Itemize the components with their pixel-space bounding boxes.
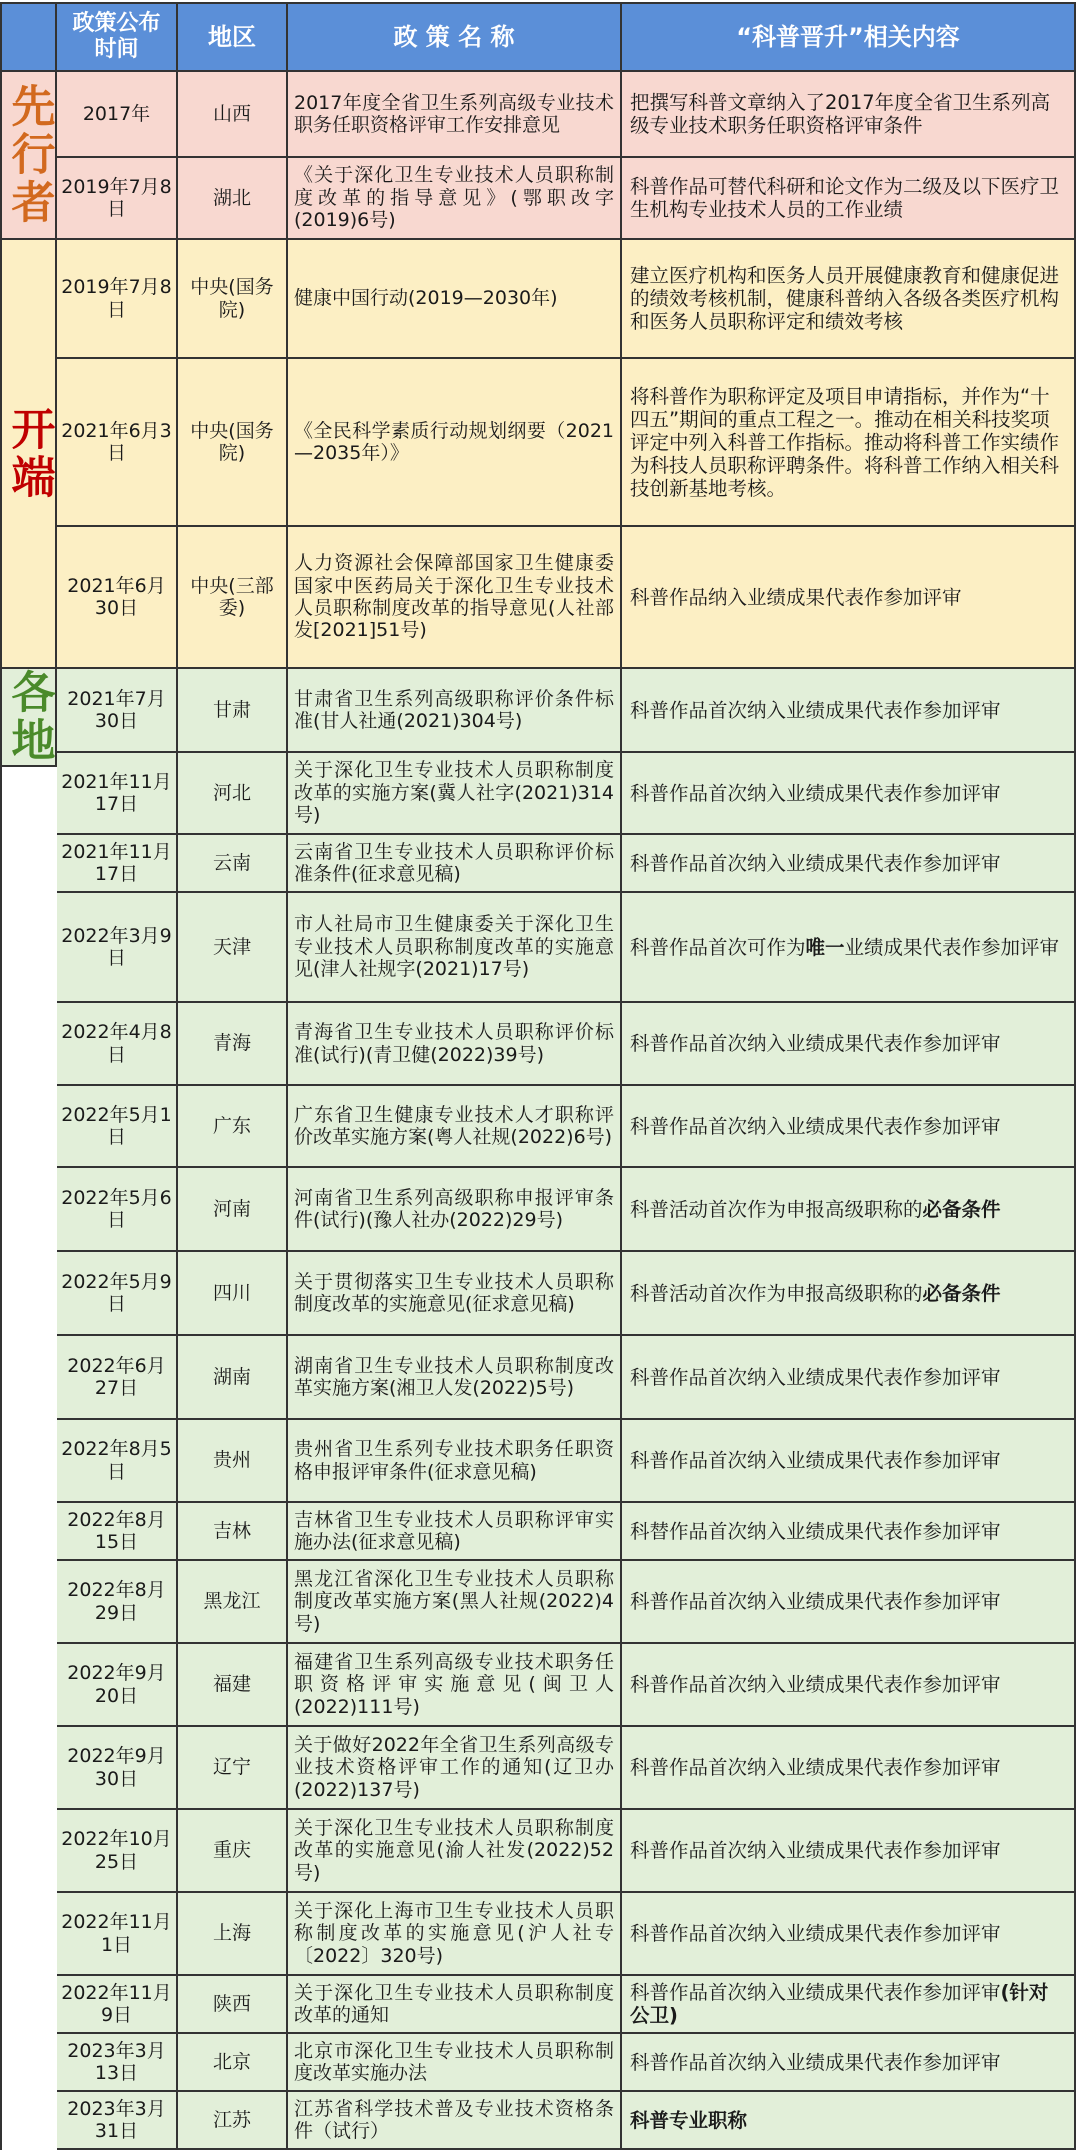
row-24-date bbox=[57, 2092, 178, 2150]
row-22-content bbox=[622, 1976, 1076, 2034]
row-10-region bbox=[178, 1003, 288, 1086]
header-date bbox=[57, 4, 178, 72]
row-4-policy-name bbox=[288, 359, 622, 527]
policy-name-text: 《全民科学素质行动规划纲要（2021—2035年）》 bbox=[294, 419, 614, 464]
policy-name-text: 福建省卫生系列高级专业技术职务任职资格评审实施意见(闽卫人(2022)111号) bbox=[294, 1650, 614, 1718]
row-5-policy-name bbox=[288, 527, 622, 669]
content-text: 将科普作为职称评定及项目申请指标，并作为“十四五”期间的重点工程之一。推动在相关科技奖项评定中列入科普工作指标。推动将科普工作实绩作为科技人员职称评聘条件。将科普工作纳入相关科技创新基地考核。 bbox=[630, 384, 1060, 500]
region-text: 山西 bbox=[212, 102, 251, 125]
region-text: 云南 bbox=[212, 851, 251, 874]
row-5-date bbox=[57, 527, 178, 669]
row-21-date bbox=[57, 1893, 178, 1976]
row-7-region bbox=[178, 753, 288, 835]
content-text: 科普作品首次纳入业绩成果代表作参加评审(针对公卫) bbox=[630, 1981, 1049, 2027]
row-2-content bbox=[622, 158, 1076, 240]
policy-name-text: 《关于深化卫生专业技术人员职称制度改革的指导意见》(鄂职改字(2019)6号) bbox=[294, 164, 614, 232]
row-23-region bbox=[178, 2034, 288, 2092]
region-text: 江苏 bbox=[212, 2108, 251, 2131]
content-emphasis: 科普专业职称 bbox=[630, 2108, 748, 2132]
section-label: 各地 bbox=[3, 669, 55, 765]
region-text: 福建 bbox=[212, 1673, 251, 1696]
row-20-policy-name bbox=[288, 1810, 622, 1893]
content-emphasis: 必备条件 bbox=[922, 1281, 1001, 1305]
row-6-policy-name bbox=[288, 669, 622, 753]
region-text: 中央(三部委) bbox=[190, 574, 274, 619]
header-name bbox=[288, 4, 622, 72]
row-19-date bbox=[57, 1727, 178, 1810]
content-text: 建立医疗机构和医务人员开展健康教育和健康促进的绩效考核机制，健康科普纳入各级各类医疗机构和医务人员职称评定和绩效考核 bbox=[630, 264, 1060, 333]
row-11-policy-name bbox=[288, 1086, 622, 1168]
row-9-policy-name bbox=[288, 893, 622, 1003]
content-text: 科普作品首次纳入业绩成果代表作参加评审 bbox=[630, 1922, 1001, 1945]
date-text: 2021年7月30日 bbox=[67, 687, 166, 732]
row-15-policy-name bbox=[288, 1420, 622, 1503]
row-20-date bbox=[57, 1810, 178, 1893]
row-18-content bbox=[622, 1644, 1076, 1727]
content-text: 科普作品首次纳入业绩成果代表作参加评审 bbox=[630, 698, 1001, 722]
date-text: 2022年10月25日 bbox=[61, 1828, 172, 1873]
row-24-content bbox=[622, 2092, 1076, 2150]
region-text: 四川 bbox=[212, 1281, 251, 1304]
row-8-date bbox=[57, 835, 178, 893]
policy-name-text: 关于深化卫生专业技术人员职称制度改革的通知 bbox=[294, 1981, 614, 2026]
content-text: 科普作品首次纳入业绩成果代表作参加评审 bbox=[630, 1590, 1001, 1613]
row-22-date bbox=[57, 1976, 178, 2034]
row-10-date bbox=[57, 1003, 178, 1086]
policy-name-text: 关于贯彻落实卫生专业技术人员职称制度改革的实施意见(征求意见稿) bbox=[294, 1270, 614, 1315]
date-text: 2022年5月6日 bbox=[61, 1186, 172, 1231]
row-24-region bbox=[178, 2092, 288, 2150]
row-23-policy-name bbox=[288, 2034, 622, 2092]
policy-name-text: 云南省卫生专业技术人员职称评价标准条件(征求意见稿) bbox=[294, 840, 614, 885]
row-8-content bbox=[622, 835, 1076, 893]
row-11-content bbox=[622, 1086, 1076, 1168]
row-14-content bbox=[622, 1336, 1076, 1420]
row-12-region bbox=[178, 1168, 288, 1252]
header-date-text: 政策公布时间 bbox=[72, 11, 161, 62]
content-text: 科普作品首次纳入业绩成果代表作参加评审 bbox=[630, 2050, 1001, 2074]
date-text: 2022年3月9日 bbox=[61, 924, 172, 969]
row-10-content bbox=[622, 1003, 1076, 1086]
policy-name-text: 广东省卫生健康专业技术人才职称评价改革实施方案(粤人社规(2022)6号) bbox=[294, 1103, 614, 1148]
row-10-policy-name bbox=[288, 1003, 622, 1086]
date-text: 2023年3月31日 bbox=[67, 2097, 166, 2142]
section-2 bbox=[2, 240, 57, 669]
content-text: 科普作品首次纳入业绩成果代表作参加评审 bbox=[630, 1365, 1001, 1389]
region-text: 青海 bbox=[212, 1032, 251, 1055]
content-text: 科普作品首次纳入业绩成果代表作参加评审 bbox=[630, 1032, 1001, 1055]
row-4-content bbox=[622, 359, 1076, 527]
row-16-policy-name bbox=[288, 1503, 622, 1561]
content-emphasis: 唯一 bbox=[805, 935, 845, 959]
date-text: 2022年11月1日 bbox=[61, 1911, 172, 1956]
policy-name-text: 江苏省科学技术普及专业技术资格条件（试行） bbox=[294, 2097, 614, 2142]
policy-name-text: 关于深化上海市卫生专业技术人员职称制度改革的实施意见(沪人社专〔2022〕320号) bbox=[294, 1899, 614, 1967]
region-text: 中央(国务院) bbox=[190, 419, 274, 464]
date-text: 2022年9月20日 bbox=[67, 1662, 166, 1707]
row-17-date bbox=[57, 1561, 178, 1644]
row-18-policy-name bbox=[288, 1644, 622, 1727]
row-14-policy-name bbox=[288, 1336, 622, 1420]
row-20-region bbox=[178, 1810, 288, 1893]
date-text: 2022年11月9日 bbox=[61, 1981, 172, 2026]
region-text: 陕西 bbox=[212, 1992, 251, 2015]
row-5-content bbox=[622, 527, 1076, 669]
content-text bbox=[630, 2109, 747, 2132]
row-13-date bbox=[57, 1252, 178, 1336]
content-text: 科普作品首次纳入业绩成果代表作参加评审 bbox=[630, 1114, 1001, 1138]
header-name-text: 政 策 名 称 bbox=[393, 22, 515, 51]
date-text: 2019年7月8日 bbox=[61, 175, 172, 220]
row-23-content bbox=[622, 2034, 1076, 2092]
row-8-policy-name bbox=[288, 835, 622, 893]
row-22-policy-name bbox=[288, 1976, 622, 2034]
row-15-content bbox=[622, 1420, 1076, 1503]
policy-name-text: 人力资源社会保障部国家卫生健康委国家中医药局关于深化卫生专业技术人员职称制度改革的指导意见(人社部发[2021]51号) bbox=[294, 552, 614, 642]
content-text: 科普活动首次作为申报高级职称的必备条件 bbox=[630, 1281, 1001, 1305]
row-13-policy-name bbox=[288, 1252, 622, 1336]
row-6-region bbox=[178, 669, 288, 753]
row-11-region bbox=[178, 1086, 288, 1168]
row-21-content bbox=[622, 1893, 1076, 1976]
row-15-date bbox=[57, 1420, 178, 1503]
section-label: 开端 bbox=[3, 405, 55, 502]
content-text: 科普作品首次纳入业绩成果代表作参加评审 bbox=[630, 1839, 1001, 1862]
date-text: 2017年 bbox=[82, 102, 151, 125]
region-text: 湖南 bbox=[212, 1365, 251, 1388]
row-14-date bbox=[57, 1336, 178, 1420]
row-21-policy-name bbox=[288, 1893, 622, 1976]
content-emphasis: (针对公卫) bbox=[630, 1981, 1049, 2027]
row-1-date bbox=[57, 72, 178, 158]
row-17-region bbox=[178, 1561, 288, 1644]
section-label: 先行者 bbox=[3, 83, 55, 227]
region-text: 北京 bbox=[212, 2050, 251, 2073]
row-18-region bbox=[178, 1644, 288, 1727]
content-text: 科普作品可替代科研和论文作为二级及以下医疗卫生机构专业技术人员的工作业绩 bbox=[630, 175, 1060, 221]
row-16-region bbox=[178, 1503, 288, 1561]
row-9-content bbox=[622, 893, 1076, 1003]
row-3-date bbox=[57, 240, 178, 359]
content-text: 科普作品首次纳入业绩成果代表作参加评审 bbox=[630, 1756, 1001, 1779]
row-15-region bbox=[178, 1420, 288, 1503]
content-text: 科替作品首次纳入业绩成果代表作参加评审 bbox=[630, 1519, 1001, 1543]
row-2-region bbox=[178, 158, 288, 240]
row-13-content bbox=[622, 1252, 1076, 1336]
header-content bbox=[622, 4, 1076, 72]
row-1-content bbox=[622, 72, 1076, 158]
content-text: 科普活动首次作为申报高级职称的必备条件 bbox=[630, 1197, 1001, 1221]
row-3-region bbox=[178, 240, 288, 359]
policy-name-text: 吉林省卫生专业技术人员职称评审实施办法(征求意见稿) bbox=[294, 1508, 614, 1553]
policy-name-text: 北京市深化卫生专业技术人员职称制度改革实施办法 bbox=[294, 2039, 614, 2084]
policy-name-text: 甘肃省卫生系列高级职称评价条件标准(甘人社通(2021)304号) bbox=[294, 687, 614, 732]
policy-name-text: 健康中国行动(2019—2030年) bbox=[294, 287, 558, 310]
region-text: 河南 bbox=[212, 1197, 251, 1220]
content-text: 科普作品纳入业绩成果代表作参加评审 bbox=[630, 585, 962, 609]
row-19-content bbox=[622, 1727, 1076, 1810]
row-20-content bbox=[622, 1810, 1076, 1893]
policy-name-text: 湖南省卫生专业技术人员职称制度改革实施方案(湘卫人发(2022)5号) bbox=[294, 1354, 614, 1399]
policy-name-text: 河南省卫生系列高级职称申报评审条件(试行)(豫人社办(2022)29号) bbox=[294, 1186, 614, 1231]
row-16-content bbox=[622, 1503, 1076, 1561]
region-text: 吉林 bbox=[212, 1519, 251, 1542]
row-19-policy-name bbox=[288, 1727, 622, 1810]
row-4-region bbox=[178, 359, 288, 527]
date-text: 2021年6月3日 bbox=[61, 419, 172, 464]
region-text: 天津 bbox=[212, 935, 251, 958]
row-7-content bbox=[622, 753, 1076, 835]
row-7-date bbox=[57, 753, 178, 835]
date-text: 2022年5月1日 bbox=[61, 1103, 172, 1148]
date-text: 2022年5月9日 bbox=[61, 1270, 172, 1315]
header-region bbox=[178, 4, 288, 72]
row-12-content bbox=[622, 1168, 1076, 1252]
date-text: 2022年4月8日 bbox=[61, 1021, 172, 1066]
date-text: 2022年8月5日 bbox=[61, 1438, 172, 1483]
region-text: 辽宁 bbox=[212, 1756, 251, 1779]
row-11-date bbox=[57, 1086, 178, 1168]
row-24-policy-name bbox=[288, 2092, 622, 2150]
row-16-date bbox=[57, 1503, 178, 1561]
content-text: 科普作品首次纳入业绩成果代表作参加评审 bbox=[630, 1449, 1001, 1472]
content-emphasis: 必备条件 bbox=[922, 1197, 1001, 1221]
row-23-date bbox=[57, 2034, 178, 2092]
row-1-policy-name bbox=[288, 72, 622, 158]
row-9-date bbox=[57, 893, 178, 1003]
date-text: 2022年6月27日 bbox=[67, 1354, 166, 1399]
row-17-content bbox=[622, 1561, 1076, 1644]
content-text: 科普作品首次纳入业绩成果代表作参加评审 bbox=[630, 781, 1001, 805]
row-6-date bbox=[57, 669, 178, 753]
region-text: 贵州 bbox=[212, 1449, 251, 1472]
header-region-text: 地区 bbox=[208, 22, 256, 51]
content-text: 科普作品首次纳入业绩成果代表作参加评审 bbox=[630, 1673, 1001, 1696]
row-5-region bbox=[178, 527, 288, 669]
region-text: 中央(国务院) bbox=[190, 276, 274, 321]
policy-name-text: 黑龙江省深化卫生专业技术人员职称制度改革实施方案(黑人社规(2022)4号) bbox=[294, 1567, 614, 1635]
content-text: 科普作品首次可作为唯一业绩成果代表作参加评审 bbox=[630, 935, 1060, 959]
region-text: 黑龙江 bbox=[203, 1590, 261, 1613]
section-3 bbox=[2, 669, 57, 767]
date-text: 2021年6月30日 bbox=[67, 574, 166, 619]
policy-name-text: 贵州省卫生系列专业技术职务任职资格申报评审条件(征求意见稿) bbox=[294, 1438, 614, 1483]
row-2-policy-name bbox=[288, 158, 622, 240]
date-text: 2019年7月8日 bbox=[61, 276, 172, 321]
region-text: 河北 bbox=[212, 781, 251, 804]
row-22-region bbox=[178, 1976, 288, 2034]
date-text: 2021年11月17日 bbox=[61, 840, 172, 885]
row-1-region bbox=[178, 72, 288, 158]
row-14-region bbox=[178, 1336, 288, 1420]
region-text: 上海 bbox=[212, 1922, 251, 1945]
header-corner bbox=[2, 4, 57, 72]
policy-name-text: 青海省卫生专业技术人员职称评价标准(试行)(青卫健(2022)39号) bbox=[294, 1021, 614, 1066]
content-text: 科普作品首次纳入业绩成果代表作参加评审 bbox=[630, 851, 1001, 875]
region-text: 重庆 bbox=[212, 1839, 251, 1862]
row-3-policy-name bbox=[288, 240, 622, 359]
row-12-policy-name bbox=[288, 1168, 622, 1252]
row-17-policy-name bbox=[288, 1561, 622, 1644]
row-7-policy-name bbox=[288, 753, 622, 835]
row-12-date bbox=[57, 1168, 178, 1252]
region-text: 广东 bbox=[212, 1114, 251, 1137]
row-21-region bbox=[178, 1893, 288, 1976]
region-text: 甘肃 bbox=[212, 698, 251, 721]
row-18-date bbox=[57, 1644, 178, 1727]
section-1 bbox=[2, 72, 57, 240]
header-content-text: “科普晋升”相关内容 bbox=[736, 22, 960, 51]
policy-name-text: 市人社局市卫生健康委关于深化卫生专业技术人员职称制度改革的实施意见(津人社规字(2021)17号) bbox=[294, 913, 614, 981]
region-text: 湖北 bbox=[212, 186, 251, 209]
row-4-date bbox=[57, 359, 178, 527]
date-text: 2021年11月17日 bbox=[61, 770, 172, 815]
row-9-region bbox=[178, 893, 288, 1003]
policy-name-text: 关于深化卫生专业技术人员职称制度改革的实施意见(渝人社发(2022)52号) bbox=[294, 1816, 614, 1884]
row-3-content bbox=[622, 240, 1076, 359]
date-text: 2023年3月13日 bbox=[67, 2039, 166, 2084]
row-8-region bbox=[178, 835, 288, 893]
policy-name-text: 关于做好2022年全省卫生系列高级专业技术资格评审工作的通知(辽卫办(2022)137号) bbox=[294, 1733, 614, 1801]
date-text: 2022年8月15日 bbox=[67, 1508, 166, 1553]
date-text: 2022年8月29日 bbox=[67, 1579, 166, 1624]
content-text: 把撰写科普文章纳入了2017年度全省卫生系列高级专业技术职务任职资格评审条件 bbox=[630, 91, 1051, 137]
row-13-region bbox=[178, 1252, 288, 1336]
policy-name-text: 关于深化卫生专业技术人员职称制度改革的实施方案(冀人社字(2021)314号) bbox=[294, 759, 614, 827]
row-19-region bbox=[178, 1727, 288, 1810]
policy-name-text: 2017年度全省卫生系列高级专业技术职务任职资格评审工作安排意见 bbox=[294, 91, 614, 136]
row-6-content bbox=[622, 669, 1076, 753]
date-text: 2022年9月30日 bbox=[67, 1745, 166, 1790]
row-2-date bbox=[57, 158, 178, 240]
